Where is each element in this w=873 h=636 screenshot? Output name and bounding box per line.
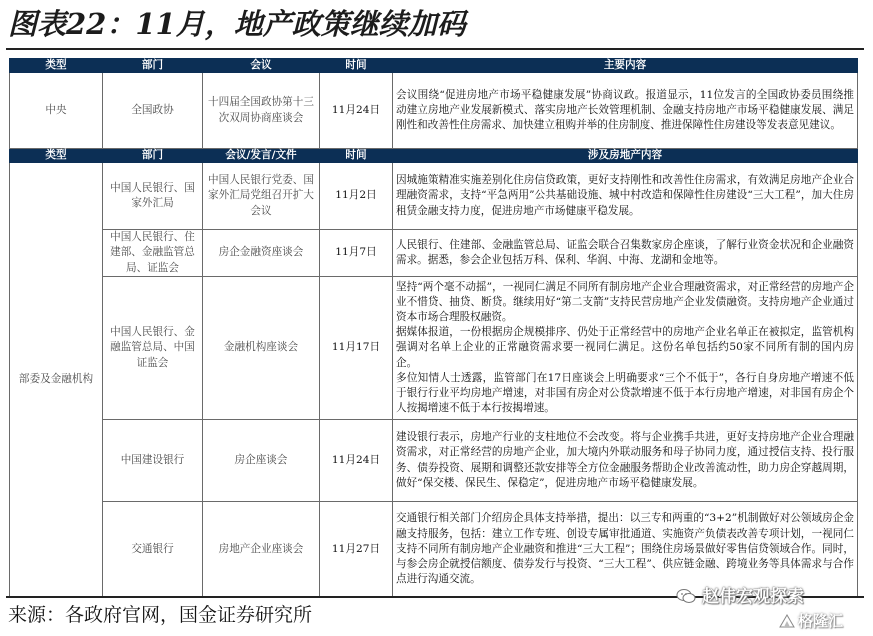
policy-table <box>9 58 858 598</box>
header-meeting: 会议/发言/文件 <box>203 149 320 163</box>
cell-dept: 中国人民银行、金融监管总局、中国证监会 <box>103 277 203 420</box>
watermark-text: 赵伟宏观探索 <box>702 587 804 607</box>
table-row <box>10 73 858 149</box>
header-content: 涉及房地产内容 <box>393 149 858 163</box>
header-dept: 部门 <box>103 59 203 73</box>
cell-type-ministry: 部委及金融机构 <box>10 163 103 598</box>
gelonghui-logo-icon <box>778 613 796 629</box>
policy-table-container <box>9 58 857 598</box>
header-dept: 部门 <box>103 149 203 163</box>
header-time: 时间 <box>320 59 393 73</box>
content-paragraph: 多位知情人士透露，监管部门在17日座谈会上明确要求“三个不低于”，各行自身房地产增速不低于银行行业平均房地产增速，对非国有房企对公贷款增速不低于本行房地产增速，对非国有房企个人按揭增速不低于本行按揭增速。 <box>396 371 854 415</box>
header-type: 类型 <box>10 149 103 163</box>
cell-meeting: 房企金融资座谈会 <box>203 230 320 277</box>
table-row <box>10 277 858 420</box>
table-row <box>10 502 858 598</box>
cell-dept: 中国人民银行、国家外汇局 <box>103 163 203 230</box>
cell-meeting: 中国人民银行党委、国家外汇局党组召开扩大会议 <box>203 163 320 230</box>
cell-content: 因城施策精准实施差别化住房信贷政策，更好支持刚性和改善性住房需求，有效满足房地产企业合理融资需求，支持“平急两用”公共基础设施、城中村改造和保障性住房建设“三大工程”，加大住房租赁金融支持力度，促进房地产市场健康平稳发展。 <box>393 163 858 230</box>
content-paragraph: 坚持“两个毫不动摇”，一视同仁满足不同所有制房地产企业合理融资需求，对正常经营的房地产企业不惜贷、抽贷、断贷。继续用好“第二支箭”支持民营房地产企业发债融资。支持房地产企业通过资本市场合理股权融资。 <box>396 280 854 323</box>
table-row <box>10 163 858 230</box>
watermark-secondary-text: 格隆汇 <box>798 612 844 630</box>
header-time: 时间 <box>320 149 393 163</box>
title-divider <box>6 48 864 50</box>
table-header-row <box>10 59 858 73</box>
wechat-icon <box>676 588 696 604</box>
header-content: 主要内容 <box>393 59 858 73</box>
cell-content <box>393 277 858 420</box>
table-subheader-row <box>10 149 858 163</box>
table-row <box>10 420 858 502</box>
cell-time: 11月24日 <box>320 420 393 502</box>
page-title: 图表22：11月，地产政策继续加码 <box>8 7 466 41</box>
cell-dept: 中国人民银行、住建部、金融监管总局、证监会 <box>103 230 203 277</box>
table-row <box>10 230 858 277</box>
cell-time: 11月7日 <box>320 230 393 277</box>
cell-dept: 交通银行 <box>103 502 203 598</box>
cell-time: 11月24日 <box>320 73 393 149</box>
cell-meeting: 房企座谈会 <box>203 420 320 502</box>
cell-meeting: 房地产企业座谈会 <box>203 502 320 598</box>
cell-time: 11月2日 <box>320 163 393 230</box>
watermark <box>672 586 872 608</box>
header-meeting: 会议 <box>203 59 320 73</box>
cell-time: 11月17日 <box>320 277 393 420</box>
cell-dept: 中国建设银行 <box>103 420 203 502</box>
source-note: 来源：各政府官网，国金证券研究所 <box>8 604 313 626</box>
content-paragraph: 据媒体报道，一份根据房企规模排序、仍处于正常经营中的房地产企业名单正在被拟定，监管机构强调对名单上企业的正常融资需求要一视同仁满足。这份名单包括约50家不同所有制的国内房企。 <box>396 326 854 369</box>
cell-dept: 全国政协 <box>103 73 203 149</box>
cell-content: 交通银行相关部门介绍房企具体支持举措，提出：以三专和两重的“3+2”机制做好对公领域房企金融支持服务，包括：建立工作专班、创设专属审批通道、实施资产负债表改善专项计划，一视同仁支持不同所有制房地产企业融资和推进“三大工程”；围绕住房场景做好零售信贷领域合作。同时，与参会房企就授信额度、债券发行与投资、“三大工程”、供应链金融、跨境业务等具体需求与合作点进行沟通交流。 <box>393 502 858 598</box>
cell-content: 会议围绕“促进房地产市场平稳健康发展”协商议政。报道显示，11位发言的全国政协委员围绕推动建立房地产业发展新模式、落实房地产长效管理机制、金融支持房地产市场平稳健康发展、满足刚性和改善性住房需求、加快建立租购并举的住房制度、推进保障性住房建设等发表意见建议。 <box>393 73 858 149</box>
cell-meeting: 十四届全国政协第十三次双周协商座谈会 <box>203 73 320 149</box>
cell-meeting: 金融机构座谈会 <box>203 277 320 420</box>
cell-type: 中央 <box>10 73 103 149</box>
header-type: 类型 <box>10 59 103 73</box>
cell-time: 11月27日 <box>320 502 393 598</box>
cell-content: 建设银行表示，房地产行业的支柱地位不会改变。将与企业携手共进，更好支持房地产企业合理融资需求，对正常经营的房地产企业，加大境内外联动服务和母子协同力度，通过授信支持、投行服务、债券投资、展期和调整还款安排等全方位金融服务帮助企业改善流动性，助力房企穿越周期，做好“保交楼、保民生、保稳定”，促进房地产市场平稳健康发展。 <box>393 420 858 502</box>
cell-content: 人民银行、住建部、金融监管总局、证监会联合召集数家房企座谈，了解行业资金状况和企业融资需求。据悉，参会企业包括万科、保利、华润、中海、龙湖和金地等。 <box>393 230 858 277</box>
